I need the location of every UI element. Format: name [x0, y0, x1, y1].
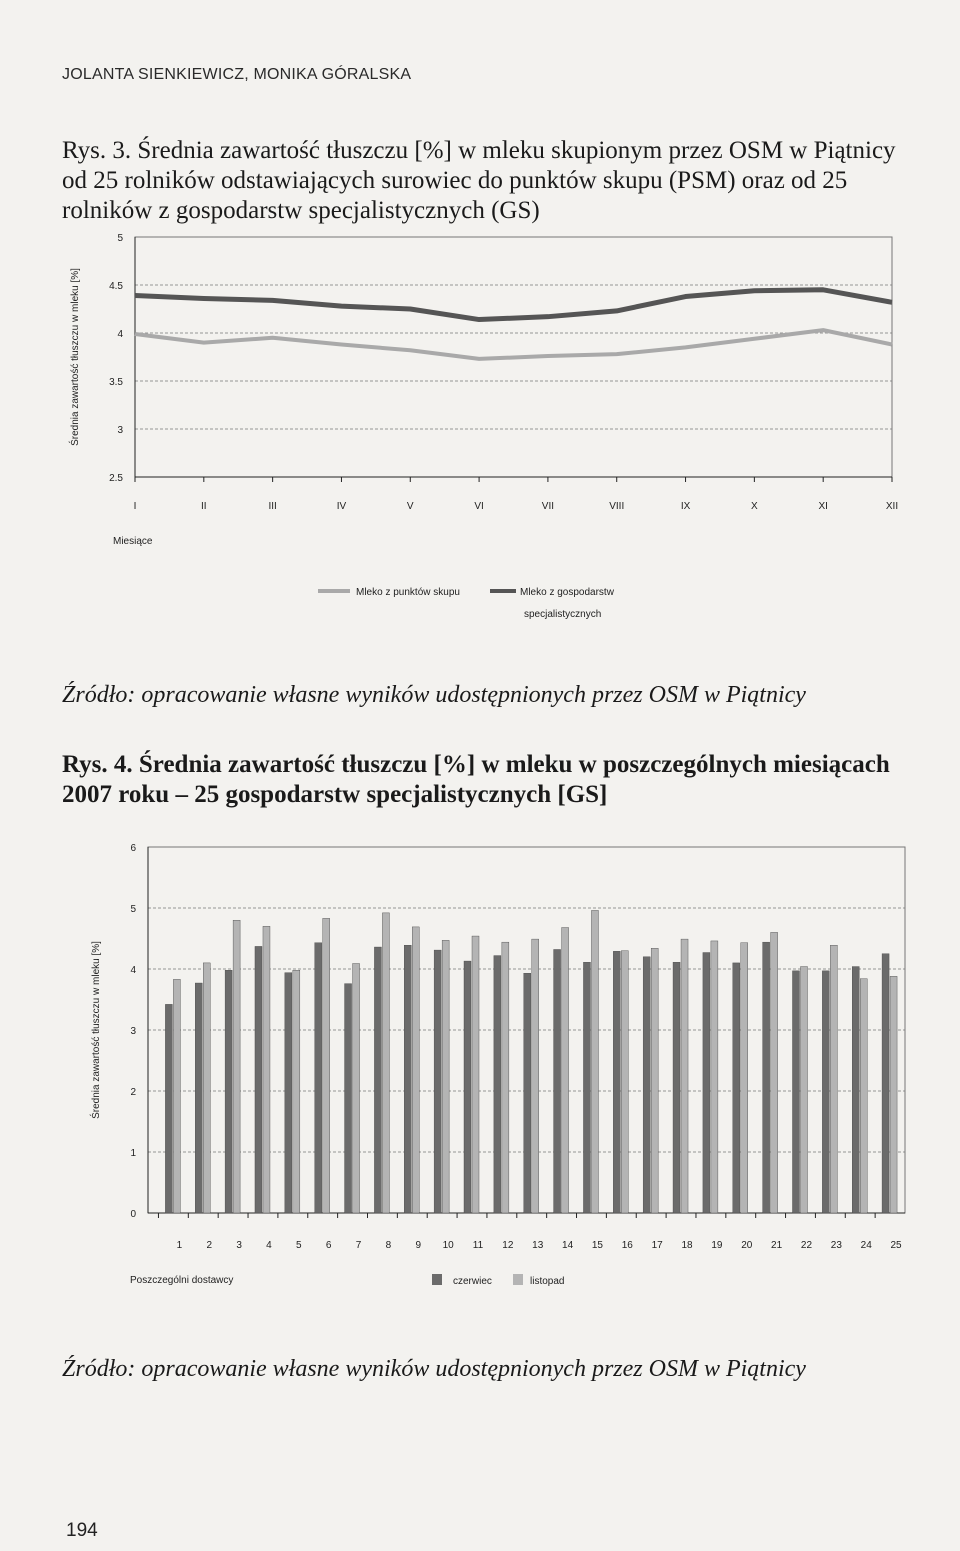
bar-listopad [830, 945, 837, 1213]
figure-3-caption: Rys. 3. Średnia zawartość tłuszczu [%] w mleku skupionym przez OSM w Piątnicy od 25 rolników odstawiających surowiec do punktów skupu (PSM) oraz od 25 rolników z gospodarstw specjalistycznych (GS) [62, 137, 896, 224]
y-tick-label: 3 [117, 425, 123, 436]
bar-czerwiec [583, 962, 590, 1213]
x-tick-label: 16 [621, 1240, 633, 1251]
page-number: 194 [66, 1520, 98, 1541]
bar-czerwiec [345, 984, 352, 1213]
series-line [135, 290, 892, 320]
bar-czerwiec [643, 957, 650, 1213]
bar-czerwiec [554, 949, 561, 1213]
bar-listopad [651, 948, 658, 1213]
x-tick-label: 6 [325, 1240, 332, 1251]
y-tick-label: 4 [130, 965, 136, 976]
x-tick-label: 11 [472, 1240, 484, 1251]
x-tick-label: 4 [266, 1240, 272, 1251]
x-tick-label: XI [818, 501, 828, 512]
bar-czerwiec [792, 971, 799, 1213]
x-axis-label: Miesiące [113, 536, 153, 547]
bar-czerwiec [703, 953, 710, 1213]
y-tick-label: 5 [130, 904, 136, 915]
x-tick-label: 17 [651, 1240, 663, 1251]
bar-czerwiec [822, 971, 829, 1213]
x-tick-label: 22 [800, 1240, 813, 1251]
legend-label: Mleko z punktów skupu [356, 587, 460, 598]
x-tick-label: 12 [502, 1240, 514, 1251]
bar-listopad [502, 942, 509, 1213]
x-tick-label: 7 [355, 1240, 362, 1251]
x-tick-label: 5 [296, 1240, 302, 1251]
bar-czerwiec [404, 945, 411, 1213]
bar-czerwiec [374, 947, 381, 1213]
legend-label: czerwiec [453, 1276, 492, 1287]
bar-czerwiec [434, 950, 441, 1213]
x-tick-label: IV [336, 501, 347, 512]
figure-4-bar-chart [0, 835, 960, 1305]
running-head: JOLANTA SIENKIEWICZ, MONIKA GÓRALSKA [62, 66, 412, 83]
bar-czerwiec [285, 973, 292, 1213]
y-tick-label: 2.5 [109, 473, 123, 484]
bar-listopad [442, 940, 449, 1213]
bar-listopad [741, 943, 748, 1213]
bar-listopad [681, 939, 688, 1213]
legend-swatch [513, 1274, 523, 1285]
legend-label: listopad [530, 1276, 565, 1287]
x-tick-label: 9 [415, 1240, 422, 1251]
bar-listopad [711, 941, 718, 1213]
x-tick-label: 21 [771, 1240, 783, 1251]
figure-4-source: Źródło: opracowanie własne wyników udostępnionych przez OSM w Piątnicy [62, 1356, 806, 1382]
bar-listopad [263, 926, 270, 1213]
series-line [135, 330, 892, 359]
figure-3-line-chart [0, 225, 960, 645]
y-axis-label: Średnia zawartość tłuszczu w mleku [%] [91, 941, 102, 1119]
x-tick-label: IX [680, 501, 691, 512]
bar-czerwiec [464, 961, 471, 1213]
bar-listopad [771, 932, 778, 1213]
bar-listopad [591, 910, 598, 1213]
bar-listopad [412, 927, 419, 1213]
legend-label: Mleko z gospodarstw [520, 587, 614, 598]
bar-czerwiec [852, 967, 859, 1213]
x-tick-label: 3 [236, 1240, 242, 1251]
x-tick-label: 15 [591, 1240, 604, 1251]
x-tick-label: VI [474, 501, 484, 512]
x-tick-label: XII [885, 501, 899, 512]
x-tick-label: 23 [830, 1240, 842, 1251]
bar-czerwiec [165, 1004, 172, 1213]
bar-listopad [382, 913, 389, 1213]
x-tick-label: 20 [741, 1240, 753, 1251]
y-tick-label: 3.5 [109, 377, 123, 388]
y-tick-label: 4 [117, 329, 123, 340]
bar-listopad [532, 939, 539, 1213]
x-tick-label: 18 [681, 1240, 693, 1251]
bar-czerwiec [673, 962, 680, 1213]
x-tick-label: V [406, 501, 414, 512]
legend-label: specjalistycznych [524, 609, 602, 620]
y-tick-label: 1 [130, 1148, 136, 1159]
bar-listopad [233, 920, 240, 1213]
x-tick-label: II [201, 501, 207, 512]
legend-swatch [432, 1274, 442, 1285]
bar-listopad [203, 963, 210, 1213]
bar-czerwiec [255, 946, 262, 1213]
y-tick-label: 5 [117, 233, 123, 244]
x-tick-label: 14 [562, 1240, 574, 1251]
bar-czerwiec [763, 942, 770, 1213]
x-tick-label: 24 [860, 1240, 872, 1251]
bar-listopad [472, 936, 479, 1213]
bar-listopad [860, 979, 867, 1213]
x-tick-label: I [133, 501, 137, 512]
y-tick-label: 4.5 [109, 281, 123, 292]
x-tick-label: 8 [385, 1240, 392, 1251]
bar-czerwiec [524, 973, 531, 1213]
y-tick-label: 6 [130, 843, 136, 854]
y-tick-label: 0 [130, 1209, 136, 1220]
bar-czerwiec [195, 983, 202, 1213]
y-axis-label: Średnia zawartość tłuszczu w mleku [%] [70, 268, 81, 446]
bar-czerwiec [225, 970, 232, 1213]
y-tick-label: 2 [130, 1087, 136, 1098]
x-tick-label: VII [541, 501, 555, 512]
x-tick-label: 19 [711, 1240, 723, 1251]
figure-3-source: Źródło: opracowanie własne wyników udostępnionych przez OSM w Piątnicy [62, 682, 806, 708]
x-tick-label: III [268, 501, 277, 512]
bar-listopad [800, 967, 807, 1213]
bar-czerwiec [613, 951, 620, 1213]
bar-czerwiec [733, 963, 740, 1213]
y-tick-label: 3 [130, 1026, 136, 1037]
x-axis-label: Poszczególni dostawcy [130, 1275, 234, 1286]
bar-listopad [890, 976, 897, 1213]
bar-listopad [173, 979, 180, 1213]
bar-listopad [323, 918, 330, 1213]
bar-listopad [353, 964, 360, 1213]
x-tick-label: 1 [176, 1240, 183, 1251]
x-tick-label: 13 [532, 1240, 544, 1251]
x-tick-label: VIII [609, 501, 625, 512]
bar-czerwiec [882, 954, 889, 1213]
x-tick-label: 25 [890, 1240, 902, 1251]
bar-listopad [293, 970, 300, 1213]
bar-listopad [621, 951, 628, 1213]
x-tick-label: X [751, 501, 758, 512]
x-tick-label: 10 [442, 1240, 454, 1251]
bar-listopad [562, 928, 569, 1213]
bar-czerwiec [494, 956, 501, 1213]
x-tick-label: 2 [206, 1240, 213, 1251]
figure-4-caption: Rys. 4. Średnia zawartość tłuszczu [%] w mleku w poszczególnych miesiącach 2007 roku – 25 gospodarstw specjalistycznych [GS] [62, 751, 890, 808]
bar-czerwiec [315, 943, 322, 1213]
